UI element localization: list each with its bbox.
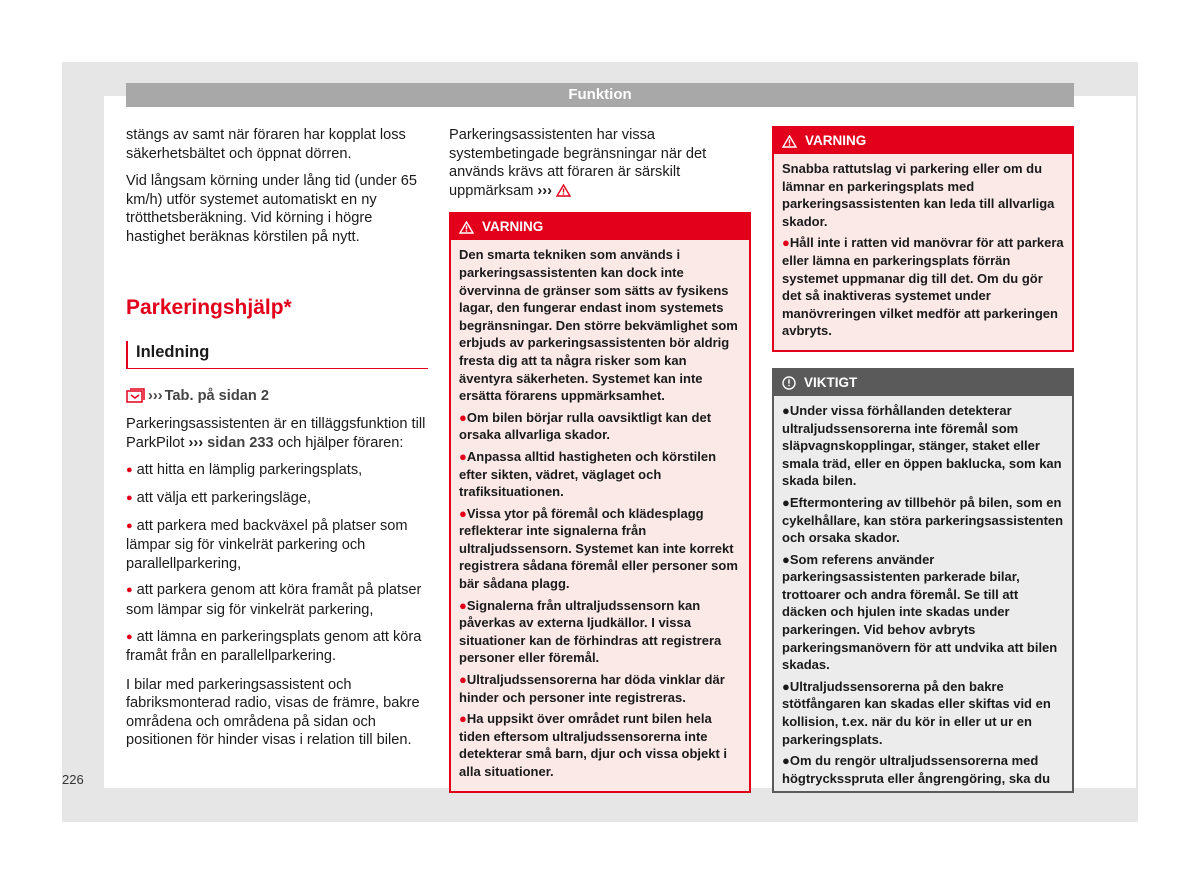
list-item: ● att lämna en parkeringsplats genom att köra framåt från en parallellparkering. <box>126 628 428 666</box>
arrows: ››› <box>537 182 553 199</box>
warning-label: VARNING <box>805 133 867 148</box>
warning-item: ● Anpassa alltid hastigheten och körstilen efter sikten, vädret, väglaget och trafiksituationen. <box>459 448 741 501</box>
header-bar: Funktion <box>126 83 1074 107</box>
warning-label: VARNING <box>482 219 544 235</box>
note-item: ● Eftermontering av tillbehör på bilen, som en cykelhållare, kan störa parkeringsassistenten och orsaka skador. <box>782 494 1064 547</box>
warning-item: ● Ultraljudssensorerna har döda vinklar där hinder och personer inte registreras. <box>459 671 741 706</box>
list-item: ● att hitta en lämplig parkeringsplats, <box>126 461 428 481</box>
warning-item: ● Om bilen börjar rulla oavsiktligt kan det orsaka allvarliga skador. <box>459 409 741 444</box>
sub-title: Inledning <box>126 341 428 369</box>
note-body <box>774 396 1072 791</box>
warning-triangle-icon <box>556 184 571 197</box>
note-item: ● Som referens använder parkeringsassistenten parkerade bilar, trottoarer och andra föremål. Se till att däcken och hjulen inte skadas under parkeringen. Vid behov avbryts parkeringsmanövern för att undvika att bilen skadas. <box>782 551 1064 674</box>
tab-ref-text: Tab. på sidan 2 <box>164 387 269 404</box>
arrows: ››› <box>188 434 204 451</box>
text: Parkeringsassistenten är en tilläggsfunktion till ParkPilot <box>126 416 426 451</box>
text: och hjälper föraren: <box>277 434 404 451</box>
note-item: ● Om du rengör ultraljudssensorerna med högtrycksspruta eller ångrengöring, ska du <box>782 752 1064 787</box>
arrows: ››› <box>148 387 163 404</box>
note-item: ● Under vissa förhållanden detekterar ultraljudssensorerna inte föremål som släpvagnskopplingar, stänger, staket eller smala träd, eller en öppen baklucka, som kan skada bilen. <box>782 402 1064 490</box>
warning-item: ● Ha uppsikt över området runt bilen hela tiden eftersom ultraljudssensorerna inte detekterar små barn, djur och vissa objekt i alla situationer. <box>459 710 741 780</box>
note-header <box>774 370 1072 396</box>
info-circle-icon <box>782 376 796 390</box>
paragraph <box>449 126 751 200</box>
warning-body <box>451 240 749 790</box>
note-box <box>772 368 1074 793</box>
warning-box <box>449 212 751 792</box>
book-icon <box>126 388 146 404</box>
page-link[interactable]: sidan 233 <box>207 434 274 451</box>
text: Parkeringsassistenten har vissa systembetingade begränsningar när det används krävs att föraren är särskilt uppmärksam <box>449 127 707 199</box>
paragraph: stängs av samt när föraren har kopplat loss säkerhetsbältet och öppnat dörren. <box>126 127 406 162</box>
warning-header <box>451 214 749 240</box>
column-1 <box>126 126 428 759</box>
paragraph: I bilar med parkeringsassistent och fabriksmonterad radio, visas de främre, bakre områdena och områdena på sidan och positionen för hinder visas i relation till bilen. <box>126 676 420 749</box>
paragraph <box>126 415 428 452</box>
section-title: Parkeringshjälp* <box>126 295 292 319</box>
column-2 <box>449 126 751 793</box>
warning-body <box>774 154 1072 350</box>
list-item: ● att välja ett parkeringsläge, <box>126 489 428 509</box>
bullet-list <box>126 461 428 665</box>
list-item: ● att parkera med backväxel på platser som lämpar sig för vinkelrät parkering och parallellparkering, <box>126 517 428 574</box>
warning-item: ● Signalerna från ultraljudssensorn kan påverkas av externa ljudkällor. I vissa situationer kan de förhindras att registrera personer eller föremål. <box>459 597 741 667</box>
warning-header <box>774 128 1072 154</box>
tab-reference[interactable] <box>126 387 428 406</box>
note-item: ● Ultraljudssensorerna på den bakre stötfångaren kan skadas eller skiftas vid en kollision, t.ex. när du kör in eller ut ur en parkeringsplats. <box>782 678 1064 748</box>
column-3 <box>772 126 1074 793</box>
note-label: VIKTIGT <box>804 374 858 390</box>
warning-text: Snabba rattutslag vi parkering eller om du lämnar en parkeringsplats med parkeringsassistenten kan leda till allvarliga skador. <box>782 161 1055 229</box>
list-item: ● att parkera genom att köra framåt på platser som lämpar sig för vinkelrät parkering, <box>126 581 428 619</box>
warning-item: ● Vissa ytor på föremål och klädesplagg reflekterar inte signalerna från ultraljudssensorn. Systemet kan inte korrekt registrera sådana föremål eller personer som bär sådana plagg. <box>459 505 741 593</box>
warning-item: ● Håll inte i ratten vid manövrar för att parkera eller lämna en parkeringsplats förrän systemet uppmanar dig till det. Om du gör det så inaktiveras systemet under manövreringen vilket medför att parkeringen avbryts. <box>782 234 1064 340</box>
warning-triangle-icon <box>782 135 797 148</box>
paragraph: Vid långsam körning under lång tid (under 65 km/h) utför systemet automatiskt en ny trötthetsberäkning. Vid körning i högre hastighet beräknas körstilen på nytt. <box>126 173 417 245</box>
warning-box <box>772 126 1074 352</box>
warning-triangle-icon <box>459 221 474 234</box>
page-number: 226 <box>62 772 84 787</box>
warning-text: Den smarta tekniken som används i parkeringsassistenten kan dock inte övervinna de gränser som sätts av fysikens lagar, den fungerar endast inom systemets begränsningar. Den större bekvämlighet som erbjuds av parkeringsassistenten bör aldrig fresta dig att ta några risker som kan äventyra säkerheten. Systemet kan inte ersätta förarens uppmärksamhet. <box>459 247 738 404</box>
